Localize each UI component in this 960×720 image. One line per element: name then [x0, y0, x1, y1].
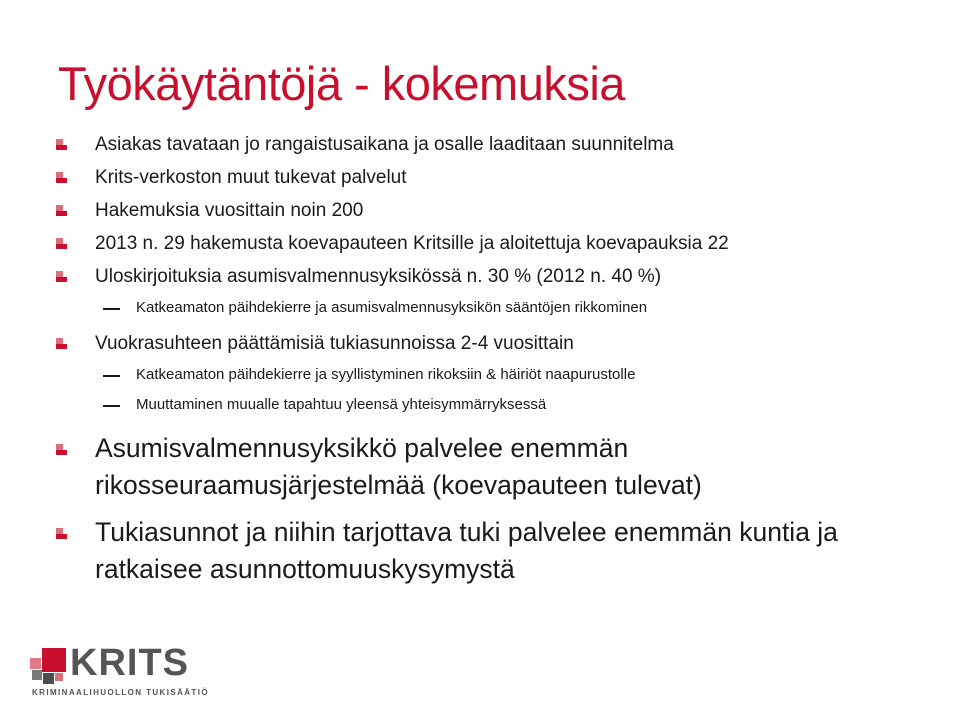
bullet-item-large — [56, 514, 915, 588]
sub-bullet-item — [56, 360, 916, 390]
bullet-text: 2013 n. 29 hakemusta koevapauteen Kritsille ja aloitettuja koevapauksia 22 — [95, 233, 729, 254]
square-bullet-icon — [56, 205, 67, 216]
logo-wordmark: KRITS — [70, 642, 189, 684]
dash-bullet-icon — [103, 308, 120, 310]
logo-tagline: KRIMINAALIHUOLLON TUKISÄÄTIÖ — [32, 688, 209, 697]
bullet-text: Asumisvalmennusyksikkö palvelee enemmän rikosseuraamusjärjestelmää (koevapauteen tulevat) — [95, 433, 702, 500]
dash-bullet-icon — [103, 405, 120, 407]
square-bullet-icon — [56, 238, 67, 249]
bullet-text: Krits-verkoston muut tukevat palvelut — [95, 167, 407, 188]
square-bullet-icon — [56, 139, 67, 150]
bullet-text: Asiakas tavataan jo rangaistusaikana ja osalle laaditaan suunnitelma — [95, 134, 674, 155]
bullet-item — [56, 128, 916, 161]
bullet-item-large — [56, 430, 915, 504]
sub-bullet-text: Katkeamaton päihdekierre ja syyllistyminen rikoksiin & häiriöt naapurustolle — [136, 366, 636, 383]
square-bullet-icon — [56, 444, 67, 455]
square-bullet-icon — [56, 338, 67, 349]
logo-squares-icon — [30, 648, 66, 684]
bullet-item — [56, 260, 916, 293]
dash-bullet-icon — [103, 375, 120, 377]
square-bullet-icon — [56, 528, 67, 539]
bullet-item — [56, 227, 916, 260]
bullet-text: Uloskirjoituksia asumisvalmennusyksikössä n. 30 % (2012 n. 40 %) — [95, 266, 662, 287]
bullet-item — [56, 194, 916, 227]
slide-title: Työkäytäntöjä - kokemuksia — [58, 57, 625, 110]
bullet-item — [56, 161, 916, 194]
bullet-text: Vuokrasuhteen päättämisiä tukiasunnoissa 2-4 vuosittain — [95, 333, 574, 354]
sub-bullet-text: Katkeamaton päihdekierre ja asumisvalmennusyksikön sääntöjen rikkominen — [136, 299, 648, 316]
sub-bullet-item — [56, 390, 916, 420]
bullet-text: Tukiasunnot ja niihin tarjottava tuki palvelee enemmän kuntia ja ratkaisee asunnottomuuskysymystä — [95, 517, 838, 584]
krits-logo — [30, 642, 209, 700]
sub-bullet-item — [56, 293, 916, 323]
sub-bullet-text: Muuttaminen muualle tapahtuu yleensä yhteisymmärryksessä — [136, 396, 547, 413]
bullet-text: Hakemuksia vuosittain noin 200 — [95, 200, 364, 221]
square-bullet-icon — [56, 271, 67, 282]
bullet-list — [56, 128, 916, 588]
square-bullet-icon — [56, 172, 67, 183]
bullet-item — [56, 327, 916, 360]
